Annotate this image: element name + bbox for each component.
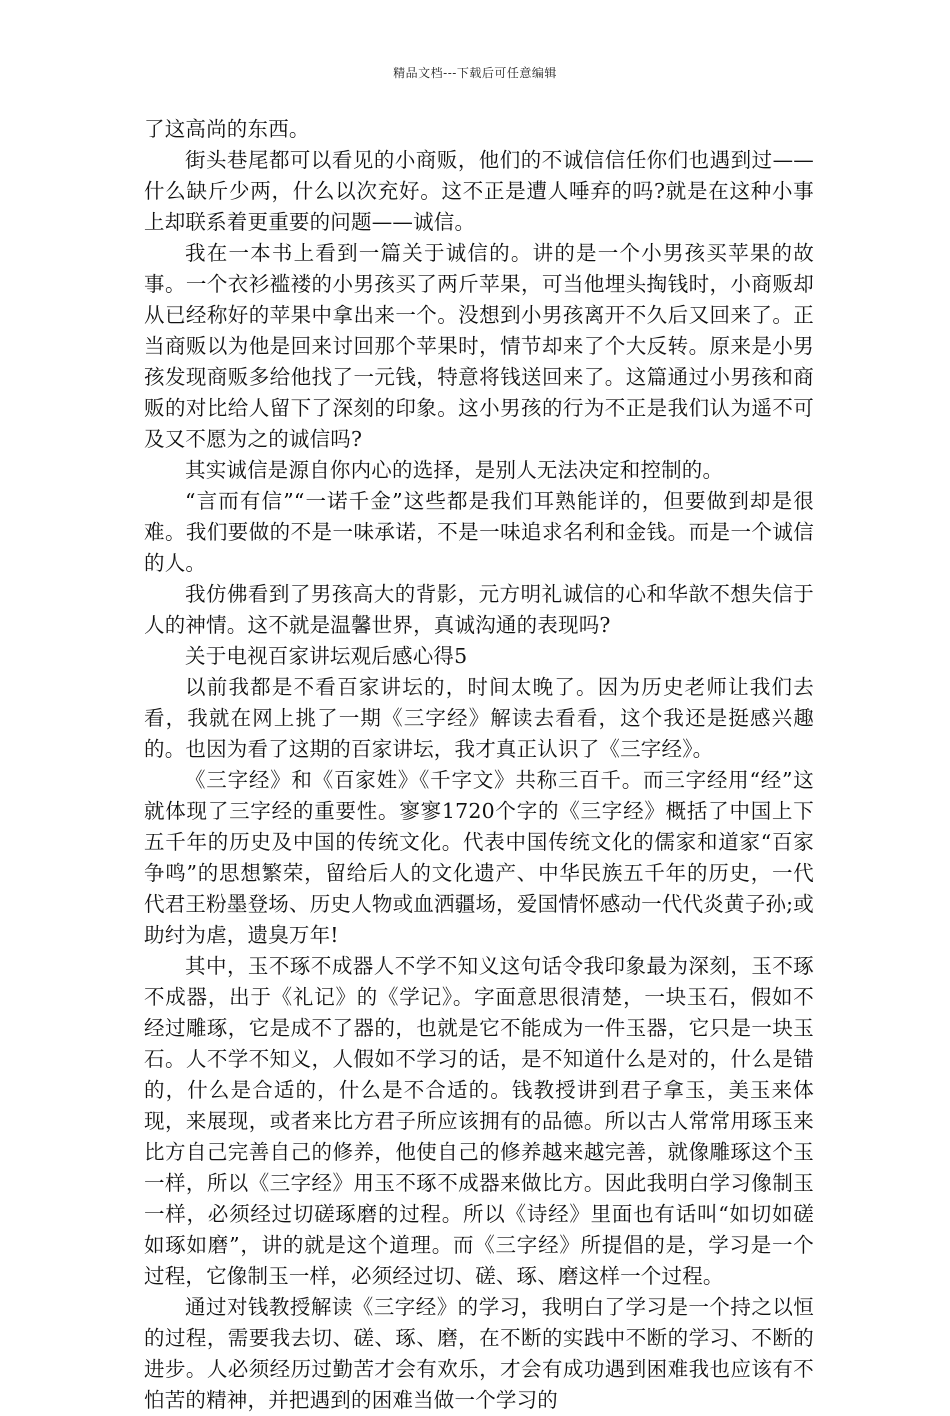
paragraph: 其实诚信是源自你内心的选择，是别人无法决定和控制的。 <box>185 458 724 482</box>
paragraph: 街头巷尾都可以看见的小商贩，他们的不诚信信任你们也遇到过——什么缺斤少两，什么以次充好。这不正是遭人唾弃的吗?就是在这种小事上却联系着更重要的问题——诚信。 <box>144 148 814 234</box>
page-header: 精品文档---下载后可任意编辑 <box>393 66 557 80</box>
paragraph: 我仿佛看到了男孩高大的背影，元方明礼诚信的心和华歆不想失信于人的神情。这不就是温馨世界，真诚沟通的表现吗? <box>144 582 814 637</box>
paragraph: 通过对钱教授解读《三字经》的学习，我明白了学习是一个持之以恒的过程，需要我去切、磋、琢、磨，在不断的实践中不断的学习、不断的进步。人必须经历过勤苦才会有欢乐，才会有成功遇到困难我也应该有不怕苦的精神，并把遇到的困难当做一个学习的 <box>144 1295 814 1412</box>
paragraph: “言而有信”“一诺千金”这些都是我们耳熟能详的，但要做到却是很难。我们要做的不是一味承诺，不是一味追求名利和金钱。而是一个诚信的人。 <box>144 489 814 575</box>
document-body <box>144 114 814 1416</box>
paragraph: 我在一本书上看到一篇关于诚信的。讲的是一个小男孩买苹果的故事。一个衣衫褴褛的小男孩买了两斤苹果，可当他埋头掏钱时，小商贩却从已经称好的苹果中拿出来一个。没想到小男孩离开不久后又回来了。正当商贩以为他是回来讨回那个苹果时，情节却来了个大反转。原来是小男孩发现商贩多给他找了一元钱，特意将钱送回来了。这篇通过小男孩和商贩的对比给人留下了深刻的印象。这小男孩的行为不正是我们认为遥不可及又不愿为之的诚信吗? <box>144 241 814 451</box>
section-heading: 关于电视百家讲坛观后感心得5 <box>185 644 468 668</box>
paragraph: 以前我都是不看百家讲坛的，时间太晚了。因为历史老师让我们去看，我就在网上挑了一期《三字经》解读去看看，这个我还是挺感兴趣的。也因为看了这期的百家讲坛，我才真正认识了《三字经》。 <box>144 675 814 761</box>
paragraph: 《三字经》和《百家姓》《千字文》共称三百千。而三字经用“经”这就体现了三字经的重要性。寥寥1720个字的《三字经》概括了中国上下五千年的历史及中国的传统文化。代表中国传统文化的儒家和道家“百家争鸣”的思想繁荣，留给后人的文化遗产、中华民族五千年的历史，一代代君王粉墨登场、历史人物或血洒疆场，爱国情怀感动一代代炎黄子孙;或助纣为虐，遗臭万年! <box>144 768 814 947</box>
paragraph: 其中，玉不琢不成器人不学不知义这句话令我印象最为深刻，玉不琢不成器，出于《礼记》的《学记》。字面意思很清楚，一块玉石，假如不经过雕琢，它是成不了器的，也就是它不能成为一件玉器，它只是一块玉石。人不学不知义，人假如不学习的话，是不知道什么是对的，什么是错的，什么是合适的，什么是不合适的。钱教授讲到君子拿玉，美玉来体现，来展现，或者来比方君子所应该拥有的品德。所以古人常常用琢玉来比方自己完善自己的修养，他使自己的修养越来越完善，就像雕琢这个玉一样，所以《三字经》用玉不琢不成器来做比方。因此我明白学习像制玉一样，必须经过切磋琢磨的过程。所以《诗经》里面也有话叫“如切如磋如琢如磨”，讲的就是这个道理。而《三字经》所提倡的是，学习是一个过程，它像制玉一样，必须经过切、磋、琢、磨这样一个过程。 <box>144 954 814 1288</box>
paragraph: 了这高尚的东西。 <box>144 117 310 141</box>
